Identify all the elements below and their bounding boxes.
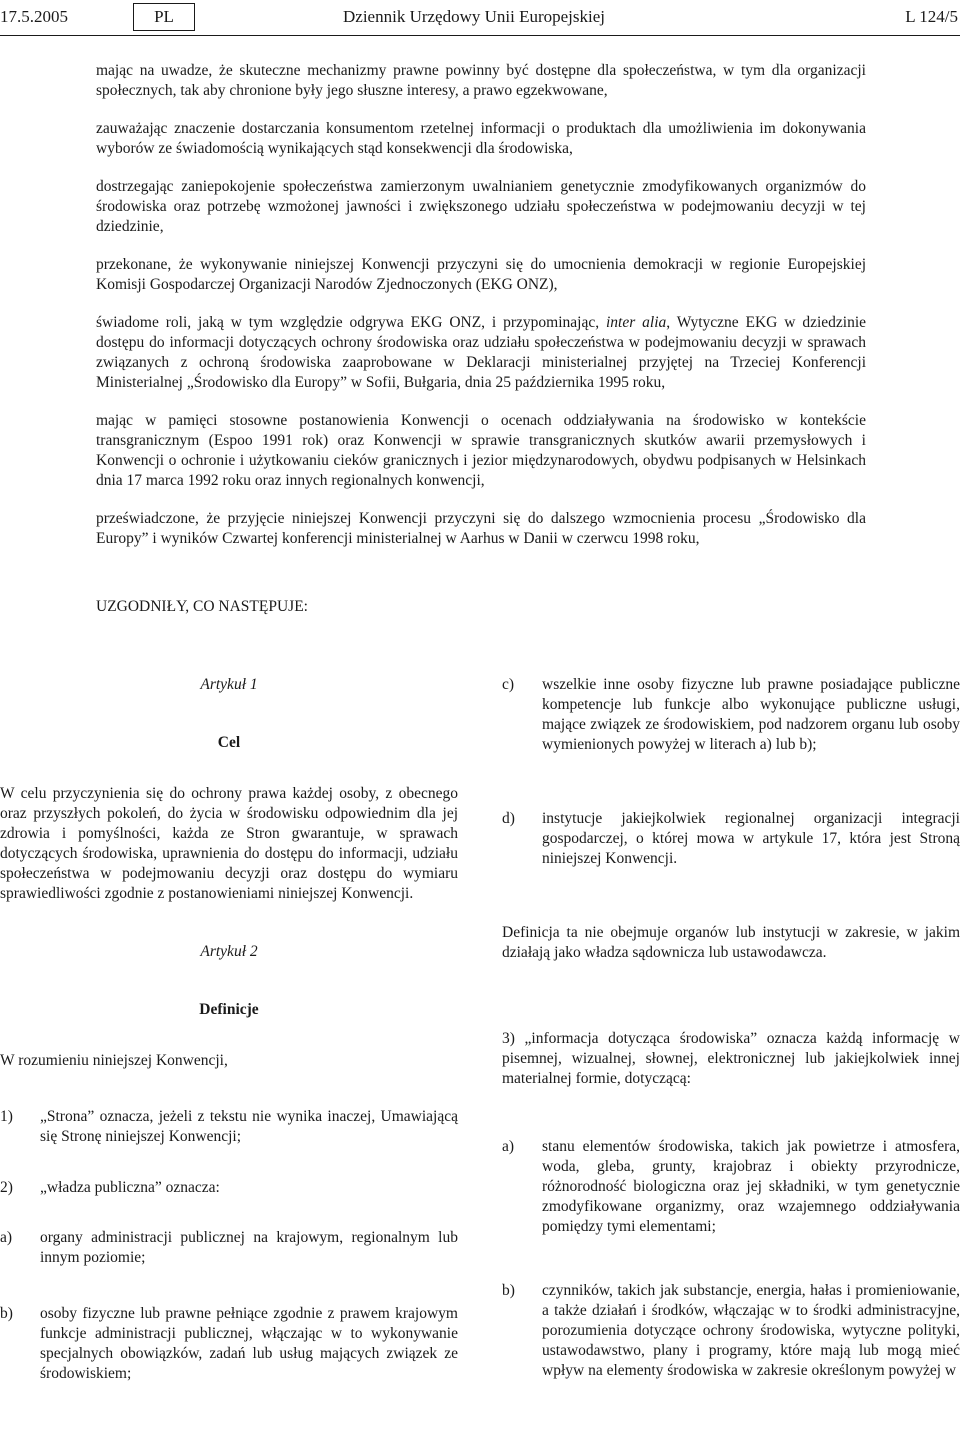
item-text: instytucje jakiejkolwiek regionalnej organizacji integracji gospodarczej, o której mowa w artykule 17, która jest Stroną niniejszej Konwencji.: [542, 810, 960, 867]
item-text: czynników, takich jak substancje, energia, hałas i promieniowanie, a także działań i środków, włączając w to środki administracyjne, porozumienia dotyczące ochrony środowiska, wytyczne polityki, ustawodawstwo, plany i programy, które mają lub mogą mieć wpływ na elementy środowiska w zakresie określonym powyżej w: [542, 1282, 960, 1379]
preamble-paragraph: zauważając znaczenie dostarczania konsumentom rzetelnej informacji o produktach dla umożliwienia im dokonywania wyborów ze świadomością wynikających stąd konsekwencji dla środowiska,: [96, 120, 866, 157]
page-header: [0, 0, 960, 34]
preamble-paragraph: mając w pamięci stosowne postanowienia Konwencji o ocenach oddziaływania na środowisko w kontekście transgranicznym (Espoo 1991 rok) oraz Konwencji w sprawie transgranicznych skutków awarii przemysłowych i Konwencji o ochronie i użytkowaniu cieków granicznych i jezior międzynarodowych, obydwu podpisanych w Helsinkach dnia 17 marca 1992 roku oraz innych regionalnych konwencji,: [96, 412, 866, 489]
text-segment: świadome roli, jaką w tym względzie odgrywa EKG ONZ, i przypominając,: [96, 314, 606, 331]
language-badge: PL: [133, 3, 195, 31]
definition-subitem: [0, 1228, 458, 1268]
definition-item: 3) „informacja dotycząca środowiska” oznacza każdą informację w pisemnej, wizualnej, słownej, elektronicznej lub jakiejkolwiek innej materialnej formie, dotyczącą:: [502, 1030, 960, 1087]
definition-subitem: [502, 1281, 960, 1381]
item-label: c): [502, 676, 515, 693]
definition-subitem: [502, 675, 960, 755]
left-column: [0, 675, 458, 1384]
preamble-paragraph: mając na uwadze, że skuteczne mechanizmy prawne powinny być dostępne dla społeczeństwa, w tym dla organizacji społecznych, tak aby chronione były jego słuszne interesy, a prawo egzekwowane,: [96, 62, 866, 99]
header-rule: [0, 35, 960, 36]
item-label: a): [0, 1229, 13, 1246]
issue-date: 17.5.2005: [0, 7, 68, 26]
preamble-paragraph: przekonane, że wykonywanie niniejszej Konwencji przyczyni się do umocnienia demokracji w regionie Europejskiej Komisji Gospodarczej Organizacji Narodów Zjednoczonych (EKG ONZ),: [96, 256, 866, 293]
article-number: Artykuł 2: [200, 943, 258, 960]
page-number: L 124/5: [905, 7, 958, 26]
definition-item: [0, 1107, 458, 1147]
definition-subitem: [502, 809, 960, 869]
article-body: W celu przyczynienia się do ochrony prawa każdej osoby, z obecnego oraz przyszłych pokoleń, do życia w środowisku odpowiednim dla jej zdrowia i pomyślności, każda ze Stron gwarantuje, w sprawach dotyczących środowiska, uprawnienia do dostępu do informacji, udziału społeczeństwa w podejmowaniu decyzji oraz dostępu do wymiaru sprawiedliwości zgodnie z postanowieniami niniejszej Konwencji.: [0, 785, 458, 902]
preamble-paragraph: dostrzegając zaniepokojenie społeczeństwa zamierzonym uwalnianiem genetycznie zmodyfikowanych organizmów do środowiska oraz potrzebę wzmożonej jawności i zwiększonego udziału społeczeństwa w podejmowaniu decyzji w tej dziedzinie,: [96, 178, 866, 235]
right-column: [502, 675, 960, 1381]
definition-note: Definicja ta nie obejmuje organów lub instytucji w zakresie, w jakim działają jako władza sądownicza lub ustawodawcza.: [502, 924, 960, 961]
definitions-intro: W rozumieniu niniejszej Konwencji,: [0, 1052, 228, 1069]
item-label: b): [502, 1282, 515, 1299]
item-label: 2): [0, 1179, 13, 1196]
agreement-heading: UZGODNIŁY, CO NASTĘPUJE:: [96, 598, 308, 615]
item-text: osoby fizyczne lub prawne pełniące zgodnie z prawem krajowym funkcje administracji publicznej, włączając w to wykonywanie specjalnych obowiązków, zadań lub usług mających związek ze środowiskiem;: [40, 1305, 458, 1382]
definition-subitem: [0, 1304, 458, 1384]
text-segment: , Wytyczne EKG w dziedzinie dostępu do informacji dotyczących ochrony środowiska oraz udziału społeczeństwa w podejmowaniu decyzji w sprawach związanych z ochroną środowiska zaaprobowane w Deklaracji ministerialnej przyjętej na Trzeciej Konferencji Ministerialnej „Środowisko dla Europy” w Sofii, Bułgaria, dnia 25 października 1995 roku,: [96, 314, 867, 391]
item-text: organy administracji publicznej na krajowym, regionalnym lub innym poziomie;: [40, 1229, 458, 1266]
item-label: a): [502, 1138, 515, 1155]
latin-phrase: inter alia: [605, 314, 667, 331]
item-label: 1): [0, 1108, 13, 1125]
preamble-paragraph: przeświadczone, że przyjęcie niniejszej Konwencji przyczyni się do dalszego wzmocnienia procesu „Środowisko dla Europy” i wyników Czwartej konferencji ministerialnej w Aarhus w Danii w czerwcu 1998 roku,: [96, 510, 866, 547]
article-title: Definicje: [199, 1001, 259, 1018]
item-label: b): [0, 1305, 13, 1322]
article-title: Cel: [217, 734, 241, 751]
item-text: „Strona” oznacza, jeżeli z tekstu nie wynika inaczej, Umawiającą się Stronę niniejszej Konwencji;: [40, 1108, 458, 1145]
item-label: d): [502, 810, 515, 827]
item-text: stanu elementów środowiska, takich jak powietrze i atmosfera, woda, gleba, grunty, krajobraz i obiekty przyrodnicze, różnorodność biologiczna oraz jej składniki, w tym genetycznie zmodyfikowane organizmy, oraz wzajemnego oddziaływania pomiędzy tymi elementami;: [542, 1138, 960, 1235]
definition-item: [0, 1178, 458, 1198]
item-text: „władza publiczna” oznacza:: [40, 1179, 220, 1196]
definition-subitem: [502, 1137, 960, 1237]
journal-title: Dziennik Urzędowy Unii Europejskiej: [343, 7, 606, 26]
article-number: Artykuł 1: [200, 676, 258, 693]
item-text: wszelkie inne osoby fizyczne lub prawne posiadające publiczne kompetencje lub funkcje albo wykonujące publiczne usługi, mające związek ze środowiskiem, pod nadzorem organu lub osoby wymienionych powyżej w literach a) lub b);: [542, 676, 960, 753]
preamble: [96, 61, 866, 549]
preamble-paragraph: [96, 313, 866, 393]
